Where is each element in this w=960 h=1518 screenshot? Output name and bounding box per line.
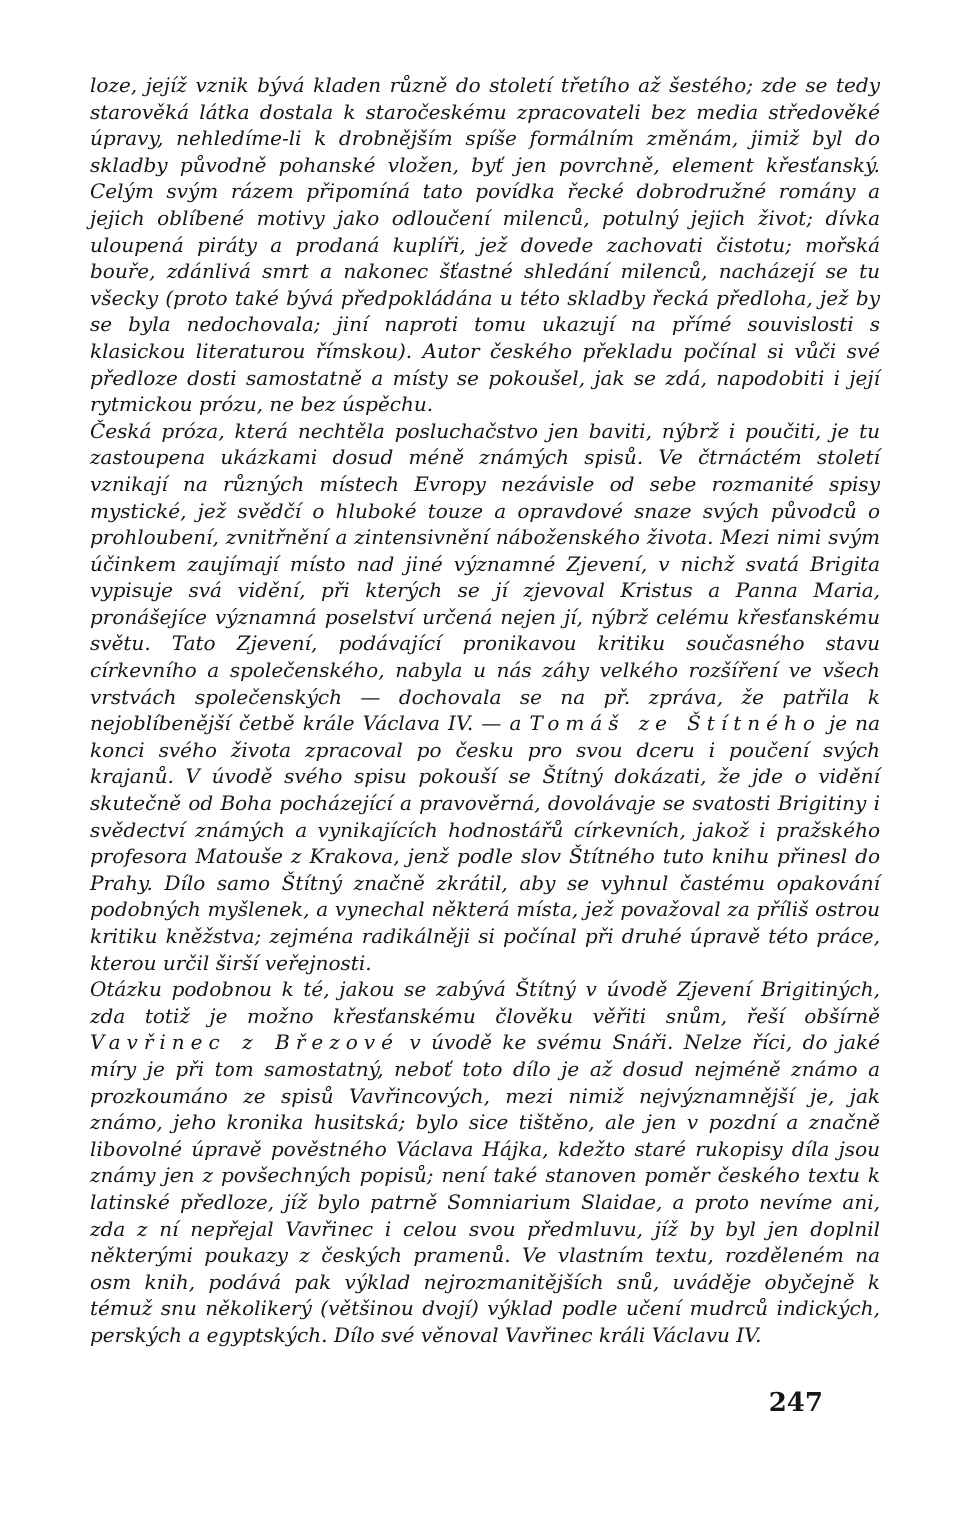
text-segment: loze, jejíž vznik bývá kladen různě do století třetího až šestého; zde se tedy starověká látka dostala k staročeskému zpracovateli bez media středověké úpravy, nehledíme-li k drobnějším spíše formálním změnám, jimiž byl do skladby původně pohanské vložen, byť jen povrchně, element křesťanský. Celým svým rázem připomíná tato povídka řecké dobrodružné romány a jejich oblíbené motivy jako odloučení milenců, potulný jejich život; dívka uloupená piráty a prodaná kuplíři, jež dovede zachovati čistotu; mořská bouře, zdánlivá smrt a nakonec šťastné shledání milenců, nacházejí se tu všecky (proto také bývá předpokládána u této skladby řecká předloha, jež by se byla nedochovala; jiní naproti tomu ukazují na přímé souvislosti s klasickou literaturou římskou). Autor českého překladu počínal si vůči své předloze dosti samostatně a místy se pokoušel, jak se zdá, napodobiti i její rytmickou prózu, ne bez úspěchu. — [90, 73, 880, 417]
text-segment: je na konci svého života zpracoval po česku pro svou dceru i poučení svých krajanů. V úvodě svého spisu pokouší se Štítný dokázati, že jde o vidění skutečně od Boha pocházející a pravověrná, dovolávaje se svatosti Brigitiny i svědectví známých a vynikajících hodnostářů církevních, jakož i pražského profesora Matouše z Krakova, jenž podle slov Štítného tuto knihu přinesl do Prahy. Dílo samo Štítný značně zkrátil, aby se vyhnul častému opakování podobných myšlenek, a vynechal některá místa, jež považoval za příliš ostrou kritiku kněžstva; zejména radikálněji si počínal při druhé úpravě této práce, kterou určil širší veřejnosti. — [90, 711, 880, 975]
paragraph-2 — [90, 418, 880, 976]
spaced-author-name: Vavřinec z Březové — [90, 1030, 399, 1055]
page-number: 247 — [768, 1388, 823, 1418]
spaced-author-name: Tomáš ze Štítného — [529, 711, 821, 736]
body-text — [90, 72, 880, 1349]
paragraph-1 — [90, 72, 880, 418]
paragraph-3 — [90, 976, 880, 1348]
text-segment: Česká próza, která nechtěla posluchačstvo jen baviti, nýbrž i poučiti, je tu zastoupena ukázkami dosud méně známých spisů. Ve čtrnáctém století vznikají na různých místech Evropy nezávisle od sebe rozmanité spisy mystické, jež svědčí o hluboké touze a opravdové snaze svých původců o prohloubení, zvnitřnění a zintensivnění náboženského života. Mezi nimi svým účinkem zaujímají místo nad jiné významné Zjevení, v nichž svatá Brigita vypisuje svá vidění, při kterých se jí zjevoval Kristus a Panna Maria, pronášejíce významná poselství určená nejen jí, nýbrž celému křesťanskému světu. Tato Zjevení, podávající pronikavou kritiku současného stavu církevního a společenského, nabyla u nás záhy velkého rozšíření ve všech vrstvách společenských — dochovala se na př. zpráva, že patřila k nejoblíbenější četbě krále Václava IV. — a — [90, 418, 880, 736]
text-segment: Otázku podobnou k té, jakou se zabývá Štítný v úvodě Zjevení Brigitiných, zda totiž je možno křesťanskému člověku věřiti snům, řeší obšírně — [90, 977, 880, 1028]
text-segment: v úvodě ke svému Snáři. Nelze říci, do jaké míry je při tom samostatný, neboť toto dílo je až dosud nejméně známo a prozkoumáno ze spisů Vavřincových, mezi nimiž nejvýznamnější je, jak známo, jeho kronika husitská; bylo sice tištěno, ale jen v pozdní a značně libovolné úpravě pověstného Václava Hájka, kdežto staré rukopisy díla jsou známy jen z povšechných popisů; není také stanoven poměr českého textu k latinské předloze, jíž bylo patrně Somniarium Slaidae, a proto nevíme ani, zda z ní nepřejal Vavřinec i celou svou předmluvu, jíž by byl jen doplnil některými poukazy z českých pramenů. Ve vlastním textu, rozděleném na osm knih, podává pak výklad nejrozmanitějších snů, uváděje obyčejně k témuž snu několikerý (většinou dvojí) výklad podle učení mudrců indických, perských a egyptských. Dílo své věnoval Vavřinec králi Václavu IV. — [90, 1030, 881, 1347]
